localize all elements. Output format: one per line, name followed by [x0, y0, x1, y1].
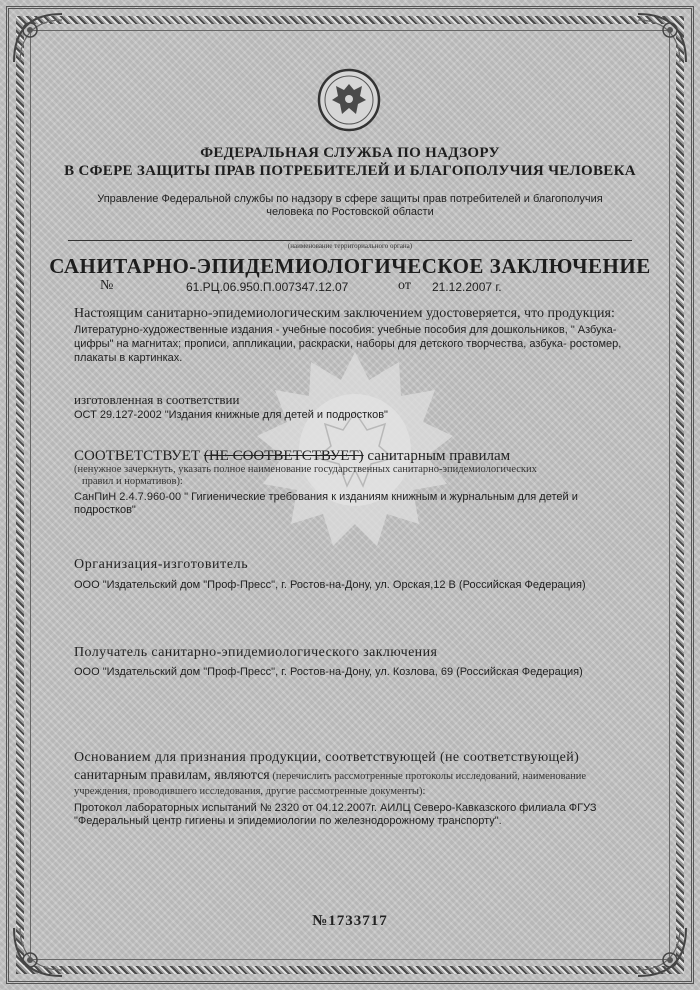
corner-ornament-bottom-left	[10, 924, 66, 980]
compliance-statement	[74, 448, 510, 464]
basis-protocol-line2: "Федеральный центр гигиены и эпидемиологии по железнодорожному транспорту".	[74, 815, 502, 827]
basis-line2	[74, 768, 586, 784]
separator-line	[68, 240, 632, 241]
basis-protocol-line1: Протокол лабораторных испытаний № 2320 от 04.12.2007г. АИЛЦ Северо-Кавказского филиала ФГУЗ	[74, 802, 597, 814]
compliance-note-line1: (ненужное зачеркнуть, указать полное наименование государственных санитарно-эпидемиологических	[74, 464, 537, 475]
product-line3: плакаты в картинках.	[74, 352, 183, 364]
recipient-value: ООО "Издательский дом "Проф-Пресс", г. Ростов-на-Дону, ул. Козлова, 69 (Российская Федерация)	[74, 666, 583, 678]
form-serial-number: №1733717	[312, 913, 388, 929]
corner-ornament-top-left	[10, 10, 66, 66]
agency-name-line1: ФЕДЕРАЛЬНАЯ СЛУЖБА ПО НАДЗОРУ	[200, 145, 500, 161]
basis-line1: Основанием для признания продукции, соответствующей (не соответствующей)	[74, 750, 580, 765]
corner-ornament-top-right	[634, 10, 690, 66]
registration-date: 21.12.2007 г.	[432, 280, 502, 294]
compliance-note-line2: правил и нормативов):	[82, 476, 183, 487]
department-line1: Управление Федеральной службы по надзору в сфере защиты прав потребителей и благополучия	[97, 193, 603, 205]
product-line2: цифры" на магнитах; прописи, аппликации, раскраски, наборы для детского творчества, азбука- ростомер,	[74, 338, 622, 350]
department-line2: человека по Ростовской области	[266, 206, 434, 218]
number-label: №	[100, 278, 114, 293]
product-intro: Настоящим санитарно-эпидемиологическим заключением удостоверяется, что продукция:	[74, 306, 615, 321]
territorial-body-caption: (наименование территориального органа)	[287, 242, 413, 250]
product-line1: Литературно-художественные издания - учебные пособия: учебные пособия для дошкольников, " Азбука-	[74, 324, 617, 336]
manufacturer-label: Организация-изготовитель	[74, 557, 249, 572]
sanpin-line1: СанПиН 2.4.7.960-00 " Гигиенические требования к изданиям книжным и журнальным для детей и	[74, 491, 578, 503]
state-emblem-icon	[317, 68, 381, 132]
basis-main-text: санитарным правилам, являются	[74, 768, 270, 783]
manufactured-label: изготовленная в соответствии	[74, 392, 240, 407]
date-label: от	[398, 278, 411, 293]
registration-number: 61.РЦ.06.950.П.007347.12.07	[186, 280, 349, 294]
manufactured-standard: ОСТ 29.127-2002 "Издания книжные для детей и подростков"	[74, 409, 388, 421]
manufacturer-value: ООО "Издательский дом "Проф-Пресс", г. Ростов-на-Дону, ул. Орская,12 В (Российская Федерация)	[74, 579, 586, 591]
sanpin-line2: подростков"	[74, 504, 136, 516]
recipient-label: Получатель санитарно-эпидемиологического заключения	[74, 645, 438, 660]
not-complies-struck: (НЕ СООТВЕТСТВУЕТ)	[203, 448, 364, 464]
complies-word: СООТВЕТСТВУЕТ	[74, 448, 201, 464]
corner-ornament-bottom-right	[634, 924, 690, 980]
basis-note-text: (перечислить рассмотренные протоколы исследований, наименование	[269, 771, 587, 782]
sanitary-rules-word: санитарным правилам	[367, 448, 511, 464]
basis-line3: учреждения, проводившего исследования, другие рассмотренные документы):	[74, 786, 426, 797]
document-title: САНИТАРНО-ЭПИДЕМИОЛОГИЧЕСКОЕ ЗАКЛЮЧЕНИЕ	[49, 254, 651, 278]
agency-name-line2: В СФЕРЕ ЗАЩИТЫ ПРАВ ПОТРЕБИТЕЛЕЙ И БЛАГОПОЛУЧИЯ ЧЕЛОВЕКА	[64, 163, 636, 179]
